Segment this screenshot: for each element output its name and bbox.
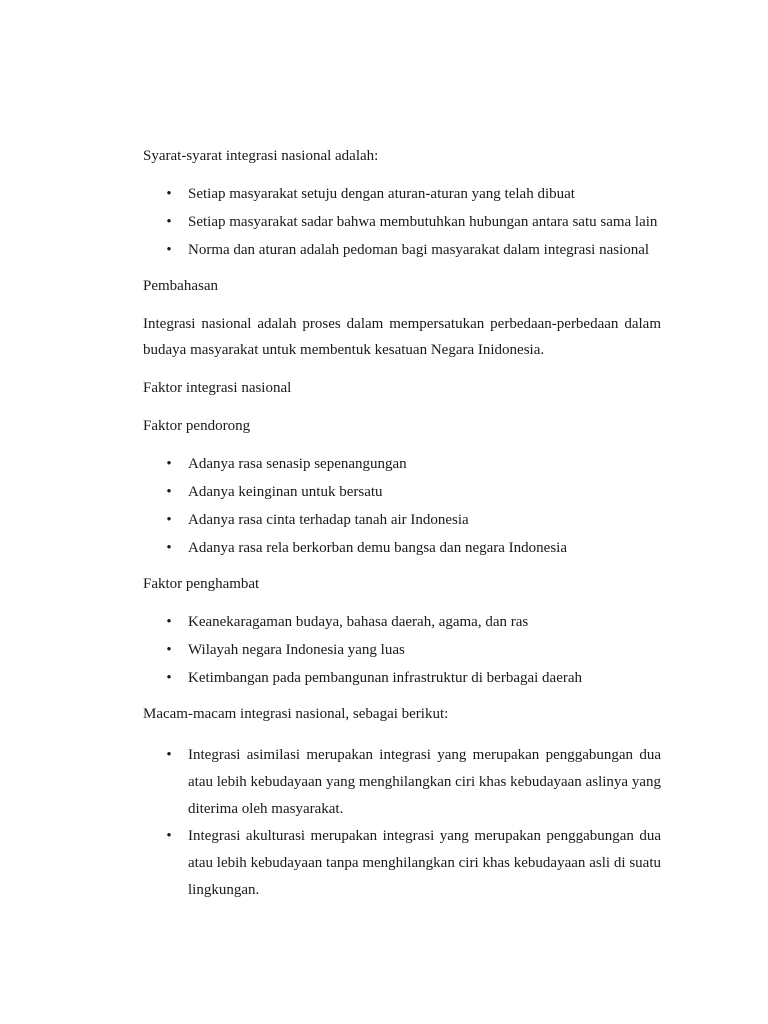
bullet-icon: • — [166, 484, 172, 500]
list-item — [143, 454, 661, 474]
syarat-list — [143, 184, 661, 260]
penghambat-heading: Faktor penghambat — [143, 576, 260, 592]
list-item — [143, 823, 661, 904]
pendorong-list — [143, 454, 661, 558]
list-item-text: Keanekaragaman budaya, bahasa daerah, agama, dan ras — [188, 614, 529, 630]
pembahasan-paragraph: Integrasi nasional adalah proses dalam mempersatukan perbedaan-perbedaan dalam budaya masyarakat untuk membentuk kesatuan Negara Inidonesia. — [143, 316, 661, 358]
list-item — [143, 612, 661, 632]
list-item-text: Ketimbangan pada pembangunan infrastruktur di berbagai daerah — [188, 670, 583, 686]
bullet-icon: • — [166, 747, 172, 763]
bullet-icon: • — [166, 670, 172, 686]
list-item-text: Setiap masyarakat setuju dengan aturan-aturan yang telah dibuat — [188, 186, 575, 202]
bullet-icon: • — [166, 456, 172, 472]
list-item — [143, 538, 661, 558]
list-item — [143, 184, 661, 204]
list-item-text: Adanya keinginan untuk bersatu — [188, 484, 383, 500]
bullet-icon: • — [166, 642, 172, 658]
document-page — [143, 146, 661, 920]
list-item-text: Adanya rasa senasip sepenangungan — [188, 456, 407, 472]
list-item — [143, 510, 661, 530]
bullet-icon: • — [166, 186, 172, 202]
list-item-text: Setiap masyarakat sadar bahwa membutuhkan hubungan antara satu sama lain — [188, 214, 658, 230]
bullet-icon: • — [166, 242, 172, 258]
bullet-icon: • — [166, 512, 172, 528]
list-item — [143, 742, 661, 823]
list-item-text: Wilayah negara Indonesia yang luas — [188, 642, 405, 658]
pendorong-heading: Faktor pendorong — [143, 418, 251, 434]
list-item — [143, 640, 661, 660]
pembahasan-heading: Pembahasan — [143, 278, 218, 294]
list-item — [143, 482, 661, 502]
list-item — [143, 668, 661, 688]
list-item — [143, 240, 661, 260]
bullet-icon: • — [166, 828, 172, 844]
list-item-text: Norma dan aturan adalah pedoman bagi masyarakat dalam integrasi nasional — [188, 242, 650, 258]
bullet-icon: • — [166, 540, 172, 556]
list-item-text: Integrasi akulturasi merupakan integrasi yang merupakan penggabungan dua atau lebih kebudayaan tanpa menghilangkan ciri khas kebudayaan asli di suatu lingkungan. — [188, 828, 661, 898]
list-item — [143, 212, 661, 232]
macam-list — [143, 742, 661, 904]
list-item-text: Adanya rasa cinta terhadap tanah air Indonesia — [188, 512, 469, 528]
bullet-icon: • — [166, 214, 172, 230]
list-item-text: Integrasi asimilasi merupakan integrasi yang merupakan penggabungan dua atau lebih kebudayaan yang menghilangkan ciri khas kebudayaan aslinya yang diterima oleh masyarakat. — [188, 747, 661, 817]
list-item-text: Adanya rasa rela berkorban demu bangsa dan negara Indonesia — [188, 540, 567, 556]
syarat-intro: Syarat-syarat integrasi nasional adalah: — [143, 148, 379, 164]
bullet-icon: • — [166, 614, 172, 630]
faktor-heading: Faktor integrasi nasional — [143, 380, 292, 396]
macam-heading: Macam-macam integrasi nasional, sebagai berikut: — [143, 706, 449, 722]
penghambat-list — [143, 612, 661, 688]
